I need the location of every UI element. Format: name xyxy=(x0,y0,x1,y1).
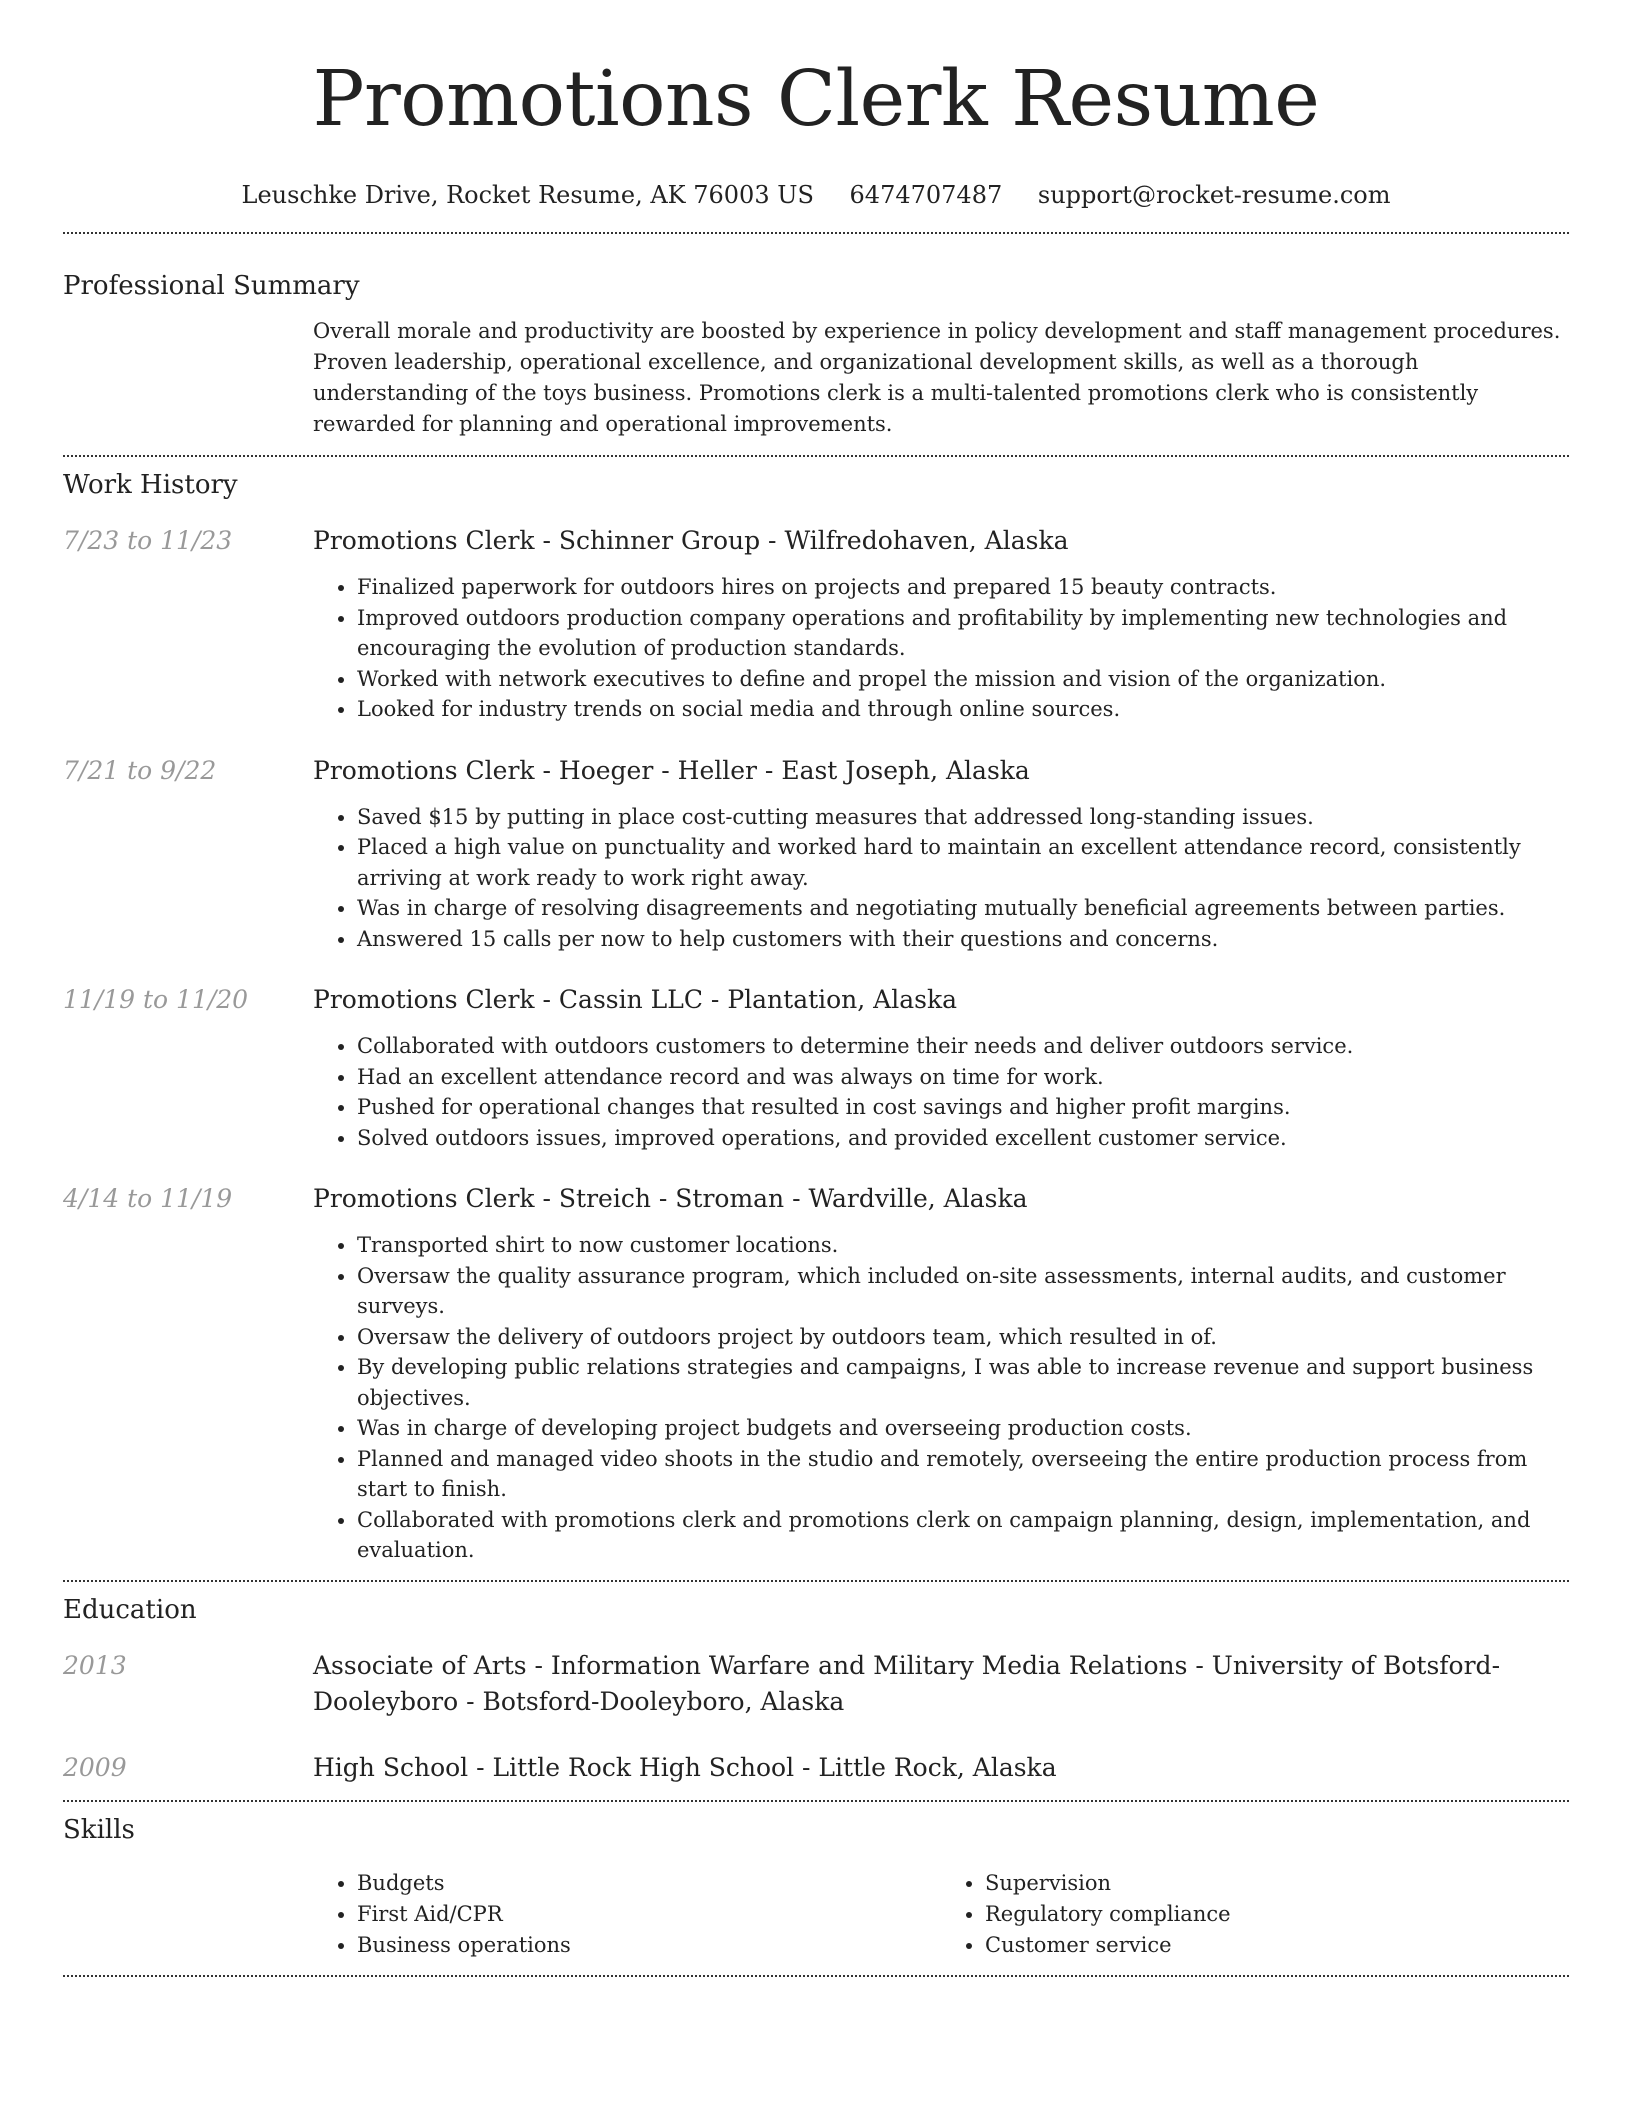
job-title: Promotions Clerk - Streich - Stroman - Wardville, Alaska xyxy=(313,1184,1028,1213)
skills-list xyxy=(313,1868,1569,1961)
skill-item: • Regulatory compliance xyxy=(985,1899,1569,1930)
job-dates: 4/14 to 11/19 xyxy=(63,1184,233,1213)
education-year: 2009 xyxy=(63,1752,127,1782)
skill-item: • Budgets xyxy=(357,1868,941,1899)
skills-section xyxy=(63,1802,1569,1961)
job-bullet: • Collaborated with promotions clerk and promotions clerk on campaign planning, design, implementation, and evaluation. xyxy=(357,1505,1569,1566)
job-bullets xyxy=(313,802,1569,955)
skills-column-right xyxy=(941,1868,1569,1961)
job-dates: 11/19 to 11/20 xyxy=(63,985,249,1014)
job-bullet: • By developing public relations strategies and campaigns, I was able to increase revenue and support business objectives. xyxy=(357,1352,1569,1413)
contact-email: support@rocket-resume.com xyxy=(1037,181,1391,209)
job-bullet: • Oversaw the quality assurance program, which included on-site assessments, internal audits, and customer surveys. xyxy=(357,1261,1569,1322)
job-bullet: • Was in charge of developing project budgets and overseeing production costs. xyxy=(357,1413,1569,1444)
skill-item: • Supervision xyxy=(985,1868,1569,1899)
job-bullet: • Collaborated with outdoors customers to determine their needs and deliver outdoors service. xyxy=(357,1031,1569,1062)
job-bullet: • Answered 15 calls per now to help customers with their questions and concerns. xyxy=(357,924,1569,955)
job-bullet: • Transported shirt to now customer locations. xyxy=(357,1230,1569,1261)
job-bullets xyxy=(313,1230,1569,1566)
job-entry xyxy=(63,1181,1569,1566)
education-entry xyxy=(63,1648,1569,1720)
education-entry xyxy=(63,1750,1569,1786)
work-history-section xyxy=(63,457,1569,1566)
section-heading-work: Work History xyxy=(63,470,238,500)
contact-phone: 6474707487 xyxy=(849,181,1003,209)
education-detail: High School - Little Rock High School - Little Rock, Alaska xyxy=(313,1752,1057,1782)
job-bullet: • Placed a high value on punctuality and worked hard to maintain an excellent attendance record, consistently arriving at work ready to work right away. xyxy=(357,832,1569,893)
job-bullet: • Oversaw the delivery of outdoors project by outdoors team, which resulted in of. xyxy=(357,1322,1569,1353)
job-bullets xyxy=(313,1031,1569,1153)
summary-text: Overall morale and productivity are boosted by experience in policy development and staff management procedures. Proven leadership, operational excellence, and organizational development skills, as well as a thorough understanding of the toys business. Promotions clerk is a multi-talented promotions clerk who is consistently rewarded for planning and operational improvements. xyxy=(313,319,1561,436)
section-heading-skills: Skills xyxy=(63,1814,135,1845)
job-title: Promotions Clerk - Schinner Group - Wilfredohaven, Alaska xyxy=(313,526,1069,555)
job-dates: 7/23 to 11/23 xyxy=(63,526,233,555)
skill-item: • First Aid/CPR xyxy=(357,1899,941,1930)
skills-column-left xyxy=(313,1868,941,1961)
job-bullet: • Planned and managed video shoots in the studio and remotely, overseeing the entire production process from start to finish. xyxy=(357,1444,1569,1505)
education-section xyxy=(63,1582,1569,1786)
job-bullet: • Had an excellent attendance record and was always on time for work. xyxy=(357,1062,1569,1093)
job-entry xyxy=(63,523,1569,725)
summary-section xyxy=(63,234,1569,440)
job-bullet: • Saved $15 by putting in place cost-cutting measures that addressed long-standing issues. xyxy=(357,802,1569,833)
job-bullet: • Worked with network executives to define and propel the mission and vision of the organization. xyxy=(357,664,1569,695)
job-bullet: • Solved outdoors issues, improved operations, and provided excellent customer service. xyxy=(357,1123,1569,1154)
section-heading-education: Education xyxy=(63,1594,197,1625)
job-entry xyxy=(63,982,1569,1153)
job-bullets xyxy=(313,572,1569,725)
divider xyxy=(63,1975,1569,1977)
job-entry xyxy=(63,753,1569,955)
resume-title: Promotions Clerk Resume xyxy=(312,55,1320,144)
skill-item: • Business operations xyxy=(357,1930,941,1961)
job-bullet: • Improved outdoors production company operations and profitability by implementing new technologies and encouraging the evolution of production standards. xyxy=(357,603,1569,664)
job-dates: 7/21 to 9/22 xyxy=(63,755,217,785)
job-bullet: • Was in charge of resolving disagreements and negotiating mutually beneficial agreements between parties. xyxy=(357,893,1569,924)
section-heading-summary: Professional Summary xyxy=(63,271,360,301)
contact-address: Leuschke Drive, Rocket Resume, AK 76003 US xyxy=(241,181,814,209)
job-bullet: • Finalized paperwork for outdoors hires on projects and prepared 15 beauty contracts. xyxy=(357,572,1569,603)
education-year: 2013 xyxy=(63,1650,127,1680)
skill-item: • Customer service xyxy=(985,1930,1569,1961)
contact-line xyxy=(63,178,1569,212)
job-title: Promotions Clerk - Cassin LLC - Plantation, Alaska xyxy=(313,985,958,1014)
job-title: Promotions Clerk - Hoeger - Heller - East Joseph, Alaska xyxy=(313,755,1030,785)
education-detail: Associate of Arts - Information Warfare and Military Media Relations - University of Botsford-Dooleyboro - Botsford-Dooleyboro, Alaska xyxy=(313,1650,1501,1716)
job-bullet: • Looked for industry trends on social media and through online sources. xyxy=(357,694,1569,725)
job-bullet: • Pushed for operational changes that resulted in cost savings and higher profit margins. xyxy=(357,1092,1569,1123)
